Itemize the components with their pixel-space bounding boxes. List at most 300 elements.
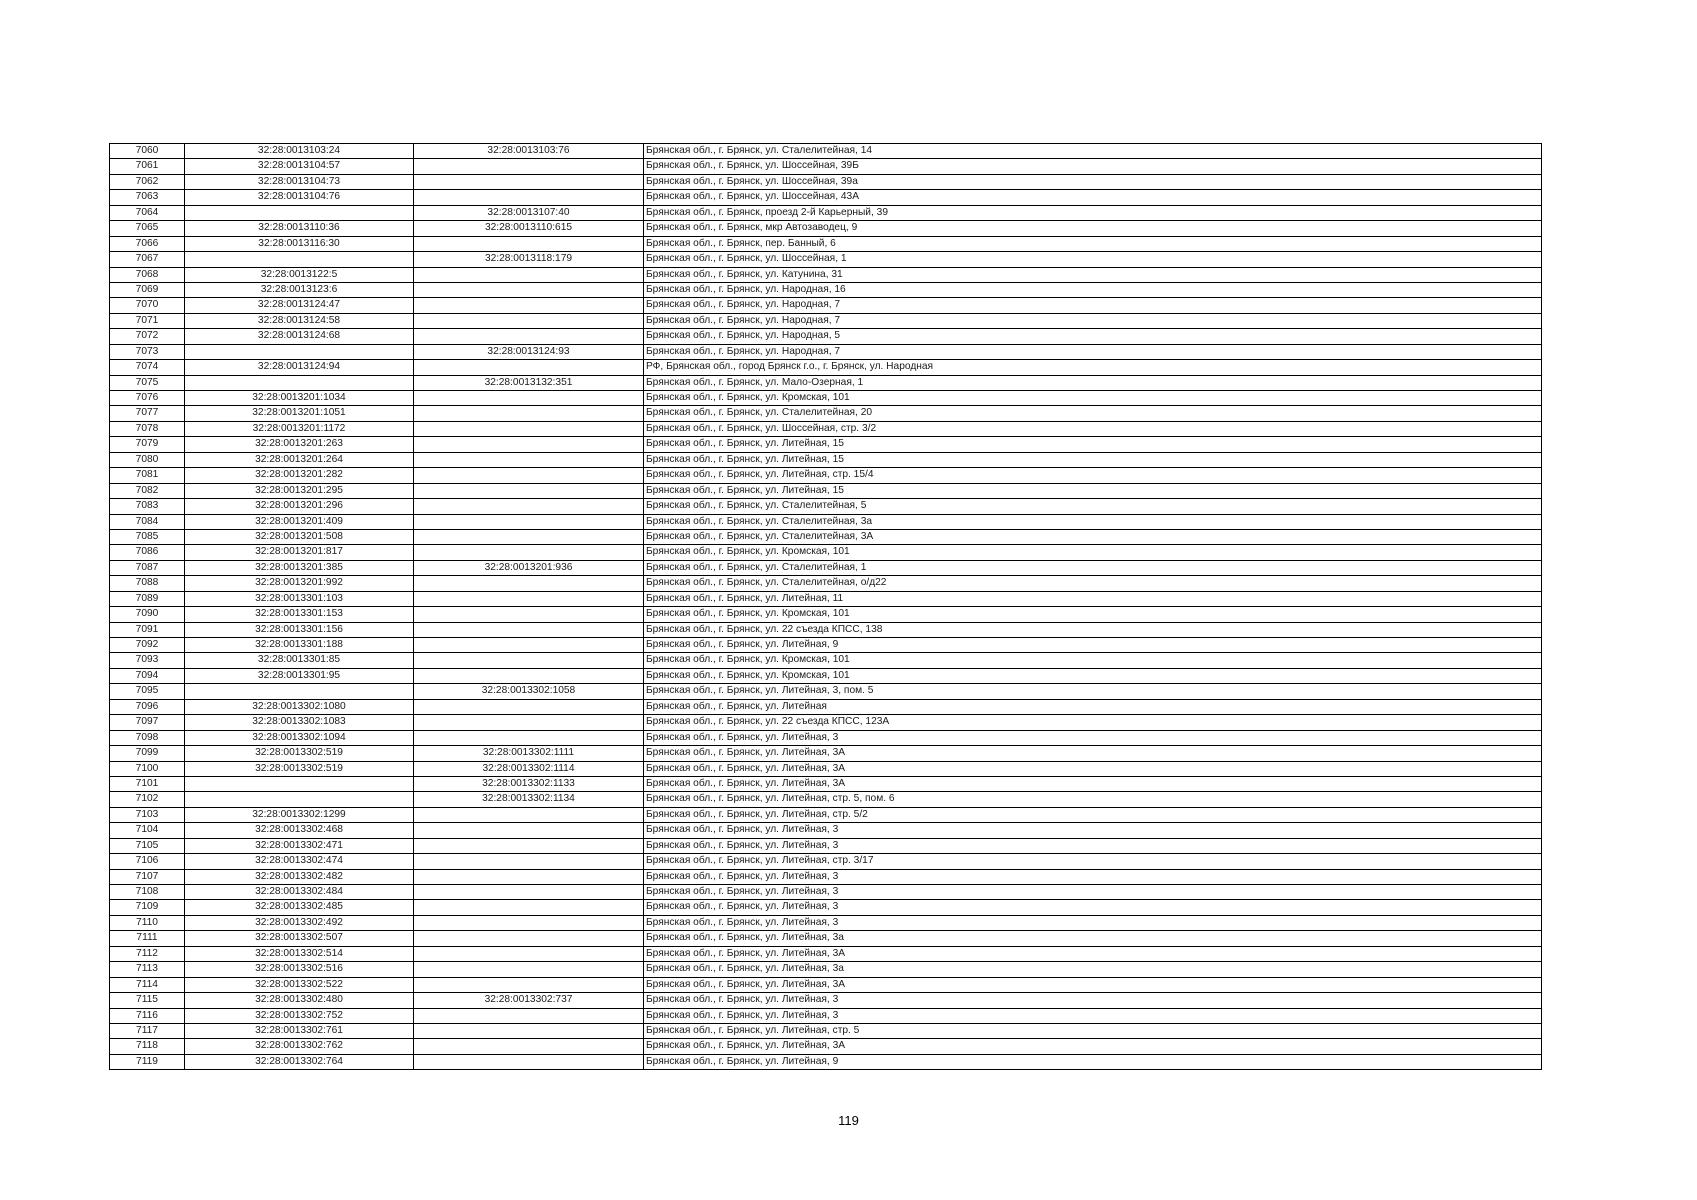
row-number-cell: 7085: [110, 529, 185, 544]
cadastral-number-cell: 32:28:0013124:47: [185, 298, 414, 313]
address-cell: Брянская обл., г. Брянск, ул. Литейная, 3, пом. 5: [644, 684, 1542, 699]
table-row: [110, 653, 1542, 668]
cadastral-number-cell: 32:28:0013301:85: [185, 653, 414, 668]
address-cell: Брянская обл., г. Брянск, ул. Литейная, 9: [644, 638, 1542, 653]
address-cell: Брянская обл., г. Брянск, ул. Литейная, 3: [644, 838, 1542, 853]
address-cell: Брянская обл., г. Брянск, ул. Кромская, 101: [644, 545, 1542, 560]
row-number-cell: 7106: [110, 854, 185, 869]
cadastral-number-cell: 32:28:0013201:296: [185, 499, 414, 514]
table-row: [110, 282, 1542, 297]
related-cadastral-number-cell: [414, 699, 644, 714]
address-cell: Брянская обл., г. Брянск, ул. Сталелитейная, 5: [644, 499, 1542, 514]
row-number-cell: 7104: [110, 823, 185, 838]
related-cadastral-number-cell: [414, 267, 644, 282]
address-cell: Брянская обл., г. Брянск, ул. Катунина, 31: [644, 267, 1542, 282]
related-cadastral-number-cell: [414, 421, 644, 436]
row-number-cell: 7069: [110, 282, 185, 297]
related-cadastral-number-cell: [414, 591, 644, 606]
table-row: [110, 499, 1542, 514]
related-cadastral-number-cell: 32:28:0013124:93: [414, 344, 644, 359]
related-cadastral-number-cell: [414, 807, 644, 822]
related-cadastral-number-cell: [414, 900, 644, 915]
row-number-cell: 7062: [110, 174, 185, 189]
table-row: [110, 174, 1542, 189]
cadastral-number-cell: 32:28:0013104:73: [185, 174, 414, 189]
cadastral-number-cell: 32:28:0013116:30: [185, 236, 414, 251]
table-row: [110, 298, 1542, 313]
cadastral-number-cell: 32:28:0013124:94: [185, 360, 414, 375]
address-cell: Брянская обл., г. Брянск, ул. Литейная, стр. 15/4: [644, 468, 1542, 483]
row-number-cell: 7109: [110, 900, 185, 915]
table-row: [110, 252, 1542, 267]
row-number-cell: 7107: [110, 869, 185, 884]
row-number-cell: 7077: [110, 406, 185, 421]
related-cadastral-number-cell: [414, 313, 644, 328]
table-row: [110, 761, 1542, 776]
related-cadastral-number-cell: 32:28:0013302:1134: [414, 792, 644, 807]
row-number-cell: 7090: [110, 607, 185, 622]
address-cell: Брянская обл., г. Брянск, ул. Сталелитейная, 1: [644, 560, 1542, 575]
related-cadastral-number-cell: [414, 885, 644, 900]
address-cell: Брянская обл., г. Брянск, ул. Сталелитейная, 14: [644, 144, 1542, 159]
row-number-cell: 7117: [110, 1023, 185, 1038]
address-cell: Брянская обл., г. Брянск, ул. Литейная, 3: [644, 823, 1542, 838]
row-number-cell: 7078: [110, 421, 185, 436]
cadastral-number-cell: 32:28:0013201:1172: [185, 421, 414, 436]
cadastral-number-cell: 32:28:0013302:1083: [185, 715, 414, 730]
table-row: [110, 1023, 1542, 1038]
row-number-cell: 7083: [110, 499, 185, 514]
cadastral-number-cell: 32:28:0013123:6: [185, 282, 414, 297]
related-cadastral-number-cell: 32:28:0013103:76: [414, 144, 644, 159]
related-cadastral-number-cell: [414, 823, 644, 838]
cadastral-number-cell: 32:28:0013302:762: [185, 1039, 414, 1054]
related-cadastral-number-cell: [414, 931, 644, 946]
cadastral-number-cell: 32:28:0013302:1299: [185, 807, 414, 822]
related-cadastral-number-cell: 32:28:0013118:179: [414, 252, 644, 267]
row-number-cell: 7086: [110, 545, 185, 560]
address-cell: Брянская обл., г. Брянск, ул. Сталелитейная, 20: [644, 406, 1542, 421]
row-number-cell: 7115: [110, 993, 185, 1008]
row-number-cell: 7076: [110, 391, 185, 406]
table-row: [110, 452, 1542, 467]
cadastral-number-cell: 32:28:0013302:516: [185, 962, 414, 977]
cadastral-number-cell: 32:28:0013302:522: [185, 977, 414, 992]
table-row: [110, 221, 1542, 236]
related-cadastral-number-cell: [414, 298, 644, 313]
row-number-cell: 7116: [110, 1008, 185, 1023]
address-cell: Брянская обл., г. Брянск, пер. Банный, 6: [644, 236, 1542, 251]
address-cell: Брянская обл., г. Брянск, ул. Литейная, 3А: [644, 776, 1542, 791]
related-cadastral-number-cell: [414, 437, 644, 452]
cadastral-number-cell: 32:28:0013302:519: [185, 761, 414, 776]
cadastral-number-cell: 32:28:0013124:58: [185, 313, 414, 328]
related-cadastral-number-cell: [414, 622, 644, 637]
cadastral-number-cell: [185, 252, 414, 267]
related-cadastral-number-cell: 32:28:0013302:1133: [414, 776, 644, 791]
row-number-cell: 7079: [110, 437, 185, 452]
cadastral-number-cell: 32:28:0013201:1034: [185, 391, 414, 406]
table-row: [110, 1054, 1542, 1069]
table-row: [110, 1008, 1542, 1023]
table-row: [110, 838, 1542, 853]
cadastral-number-cell: 32:28:0013302:492: [185, 915, 414, 930]
address-cell: Брянская обл., г. Брянск, ул. Сталелитейная, 3А: [644, 529, 1542, 544]
table-row: [110, 977, 1542, 992]
related-cadastral-number-cell: [414, 1023, 644, 1038]
address-cell: Брянская обл., г. Брянск, ул. Литейная, 3А: [644, 1039, 1542, 1054]
related-cadastral-number-cell: [414, 282, 644, 297]
table-row: [110, 869, 1542, 884]
related-cadastral-number-cell: [414, 391, 644, 406]
address-cell: Брянская обл., г. Брянск, ул. Шоссейная, 1: [644, 252, 1542, 267]
cadastral-number-cell: 32:28:0013110:36: [185, 221, 414, 236]
related-cadastral-number-cell: 32:28:0013302:1058: [414, 684, 644, 699]
cadastral-number-cell: 32:28:0013302:468: [185, 823, 414, 838]
related-cadastral-number-cell: [414, 499, 644, 514]
table-row: [110, 854, 1542, 869]
related-cadastral-number-cell: [414, 1008, 644, 1023]
related-cadastral-number-cell: [414, 946, 644, 961]
address-cell: Брянская обл., г. Брянск, ул. Кромская, 101: [644, 391, 1542, 406]
address-cell: Брянская обл., г. Брянск, ул. Литейная, 3: [644, 900, 1542, 915]
cadastral-number-cell: 32:28:0013301:156: [185, 622, 414, 637]
address-cell: Брянская обл., г. Брянск, ул. Шоссейная, 39Б: [644, 159, 1542, 174]
row-number-cell: 7097: [110, 715, 185, 730]
row-number-cell: 7061: [110, 159, 185, 174]
row-number-cell: 7073: [110, 344, 185, 359]
table-row: [110, 591, 1542, 606]
row-number-cell: 7065: [110, 221, 185, 236]
table-row: [110, 715, 1542, 730]
address-cell: Брянская обл., г. Брянск, проезд 2-й Карьерный, 39: [644, 205, 1542, 220]
row-number-cell: 7074: [110, 360, 185, 375]
table-row: [110, 468, 1542, 483]
related-cadastral-number-cell: [414, 838, 644, 853]
cadastral-number-cell: 32:28:0013201:409: [185, 514, 414, 529]
table-row: [110, 900, 1542, 915]
row-number-cell: 7101: [110, 776, 185, 791]
address-cell: Брянская обл., г. Брянск, ул. Литейная, 3: [644, 1008, 1542, 1023]
table-row: [110, 962, 1542, 977]
table-row: [110, 421, 1542, 436]
row-number-cell: 7089: [110, 591, 185, 606]
row-number-cell: 7105: [110, 838, 185, 853]
row-number-cell: 7098: [110, 730, 185, 745]
related-cadastral-number-cell: [414, 452, 644, 467]
related-cadastral-number-cell: [414, 1039, 644, 1054]
cadastral-number-cell: 32:28:0013301:153: [185, 607, 414, 622]
row-number-cell: 7102: [110, 792, 185, 807]
address-cell: Брянская обл., г. Брянск, ул. Народная, 7: [644, 298, 1542, 313]
address-cell: Брянская обл., г. Брянск, ул. Кромская, 101: [644, 653, 1542, 668]
related-cadastral-number-cell: [414, 1054, 644, 1069]
row-number-cell: 7081: [110, 468, 185, 483]
address-cell: Брянская обл., г. Брянск, ул. Литейная, 3А: [644, 746, 1542, 761]
cadastral-number-cell: 32:28:0013201:263: [185, 437, 414, 452]
row-number-cell: 7075: [110, 375, 185, 390]
cadastral-number-cell: [185, 792, 414, 807]
related-cadastral-number-cell: [414, 545, 644, 560]
table-row: [110, 391, 1542, 406]
address-cell: Брянская обл., г. Брянск, ул. Сталелитейная, 3а: [644, 514, 1542, 529]
related-cadastral-number-cell: [414, 854, 644, 869]
address-cell: Брянская обл., г. Брянск, ул. Народная, 7: [644, 344, 1542, 359]
row-number-cell: 7088: [110, 576, 185, 591]
table-row: [110, 437, 1542, 452]
row-number-cell: 7067: [110, 252, 185, 267]
row-number-cell: 7096: [110, 699, 185, 714]
row-number-cell: 7091: [110, 622, 185, 637]
related-cadastral-number-cell: [414, 329, 644, 344]
address-cell: Брянская обл., г. Брянск, ул. Литейная, 15: [644, 483, 1542, 498]
address-cell: Брянская обл., г. Брянск, ул. Литейная: [644, 699, 1542, 714]
table-row: [110, 730, 1542, 745]
related-cadastral-number-cell: [414, 962, 644, 977]
cadastral-number-cell: 32:28:0013122:5: [185, 267, 414, 282]
table-row: [110, 483, 1542, 498]
address-cell: Брянская обл., г. Брянск, ул. 22 съезда КПСС, 123А: [644, 715, 1542, 730]
page-number: 119: [838, 1113, 859, 1128]
table-row: [110, 313, 1542, 328]
cadastral-number-cell: 32:28:0013302:1094: [185, 730, 414, 745]
cadastral-number-cell: 32:28:0013201:508: [185, 529, 414, 544]
cadastral-number-cell: [185, 375, 414, 390]
address-cell: Брянская обл., г. Брянск, ул. Кромская, 101: [644, 668, 1542, 683]
related-cadastral-number-cell: [414, 190, 644, 205]
table-row: [110, 329, 1542, 344]
table-row: [110, 668, 1542, 683]
table-row: [110, 406, 1542, 421]
cadastral-number-cell: 32:28:0013201:264: [185, 452, 414, 467]
cadastral-number-cell: 32:28:0013301:188: [185, 638, 414, 653]
row-number-cell: 7066: [110, 236, 185, 251]
row-number-cell: 7114: [110, 977, 185, 992]
address-cell: Брянская обл., г. Брянск, ул. Шоссейная, 43А: [644, 190, 1542, 205]
related-cadastral-number-cell: [414, 159, 644, 174]
address-cell: Брянская обл., г. Брянск, мкр Автозаводец, 9: [644, 221, 1542, 236]
row-number-cell: 7110: [110, 915, 185, 930]
row-number-cell: 7060: [110, 144, 185, 159]
row-number-cell: 7119: [110, 1054, 185, 1069]
cadastral-number-cell: 32:28:0013302:480: [185, 993, 414, 1008]
row-number-cell: 7112: [110, 946, 185, 961]
table-row: [110, 560, 1542, 575]
address-cell: Брянская обл., г. Брянск, ул. Литейная, 3: [644, 993, 1542, 1008]
row-number-cell: 7082: [110, 483, 185, 498]
address-cell: Брянская обл., г. Брянск, ул. Сталелитейная, о/д22: [644, 576, 1542, 591]
cadastral-number-cell: 32:28:0013104:76: [185, 190, 414, 205]
table-row: [110, 144, 1542, 159]
table-row: [110, 267, 1542, 282]
cadastral-number-cell: 32:28:0013302:471: [185, 838, 414, 853]
row-number-cell: 7113: [110, 962, 185, 977]
related-cadastral-number-cell: [414, 576, 644, 591]
address-cell: Брянская обл., г. Брянск, ул. Литейная, стр. 5, пом. 6: [644, 792, 1542, 807]
table-row: [110, 529, 1542, 544]
table-row: [110, 236, 1542, 251]
address-cell: Брянская обл., г. Брянск, ул. Литейная, 3А: [644, 946, 1542, 961]
related-cadastral-number-cell: 32:28:0013107:40: [414, 205, 644, 220]
cadastral-number-cell: 32:28:0013103:24: [185, 144, 414, 159]
table-row: [110, 823, 1542, 838]
cadastral-number-cell: 32:28:0013301:95: [185, 668, 414, 683]
related-cadastral-number-cell: 32:28:0013302:1114: [414, 761, 644, 776]
table-row: [110, 885, 1542, 900]
cadastral-number-cell: 32:28:0013201:992: [185, 576, 414, 591]
table-row: [110, 776, 1542, 791]
registry-table-body: [110, 144, 1542, 1070]
table-row: [110, 699, 1542, 714]
row-number-cell: 7108: [110, 885, 185, 900]
cadastral-number-cell: [185, 684, 414, 699]
registry-table: [109, 143, 1542, 1070]
table-row: [110, 807, 1542, 822]
address-cell: Брянская обл., г. Брянск, ул. Народная, 16: [644, 282, 1542, 297]
table-row: [110, 545, 1542, 560]
address-cell: Брянская обл., г. Брянск, ул. Литейная, 3: [644, 869, 1542, 884]
address-cell: Брянская обл., г. Брянск, ул. Шоссейная, стр. 3/2: [644, 421, 1542, 436]
address-cell: Брянская обл., г. Брянск, ул. Народная, 5: [644, 329, 1542, 344]
row-number-cell: 7099: [110, 746, 185, 761]
address-cell: Брянская обл., г. Брянск, ул. Литейная, 3а: [644, 931, 1542, 946]
row-number-cell: 7100: [110, 761, 185, 776]
row-number-cell: 7084: [110, 514, 185, 529]
address-cell: Брянская обл., г. Брянск, ул. Литейная, 15: [644, 437, 1542, 452]
table-row: [110, 746, 1542, 761]
related-cadastral-number-cell: [414, 668, 644, 683]
address-cell: Брянская обл., г. Брянск, ул. Литейная, 3А: [644, 977, 1542, 992]
table-row: [110, 946, 1542, 961]
related-cadastral-number-cell: [414, 406, 644, 421]
related-cadastral-number-cell: [414, 483, 644, 498]
address-cell: Брянская обл., г. Брянск, ул. Народная, 7: [644, 313, 1542, 328]
cadastral-number-cell: 32:28:0013302:519: [185, 746, 414, 761]
row-number-cell: 7080: [110, 452, 185, 467]
cadastral-number-cell: 32:28:0013302:514: [185, 946, 414, 961]
related-cadastral-number-cell: 32:28:0013201:936: [414, 560, 644, 575]
cadastral-number-cell: 32:28:0013201:282: [185, 468, 414, 483]
row-number-cell: 7092: [110, 638, 185, 653]
address-cell: Брянская обл., г. Брянск, ул. Литейная, 3: [644, 730, 1542, 745]
cadastral-number-cell: 32:28:0013201:817: [185, 545, 414, 560]
table-row: [110, 1039, 1542, 1054]
address-cell: Брянская обл., г. Брянск, ул. Литейная, стр. 5: [644, 1023, 1542, 1038]
cadastral-number-cell: 32:28:0013302:1080: [185, 699, 414, 714]
cadastral-number-cell: 32:28:0013302:484: [185, 885, 414, 900]
cadastral-number-cell: 32:28:0013302:474: [185, 854, 414, 869]
related-cadastral-number-cell: [414, 360, 644, 375]
table-row: [110, 514, 1542, 529]
cadastral-number-cell: 32:28:0013201:295: [185, 483, 414, 498]
cadastral-number-cell: 32:28:0013124:68: [185, 329, 414, 344]
table-row: [110, 993, 1542, 1008]
table-row: [110, 915, 1542, 930]
related-cadastral-number-cell: [414, 514, 644, 529]
address-cell: Брянская обл., г. Брянск, ул. Литейная, стр. 5/2: [644, 807, 1542, 822]
address-cell: Брянская обл., г. Брянск, ул. Мало-Озерная, 1: [644, 375, 1542, 390]
address-cell: Брянская обл., г. Брянск, ул. Литейная, 3: [644, 885, 1542, 900]
address-cell: Брянская обл., г. Брянск, ул. Кромская, 101: [644, 607, 1542, 622]
cadastral-number-cell: 32:28:0013302:507: [185, 931, 414, 946]
cadastral-number-cell: 32:28:0013302:761: [185, 1023, 414, 1038]
cadastral-number-cell: [185, 344, 414, 359]
row-number-cell: 7064: [110, 205, 185, 220]
related-cadastral-number-cell: [414, 730, 644, 745]
cadastral-number-cell: 32:28:0013302:482: [185, 869, 414, 884]
table-row: [110, 607, 1542, 622]
cadastral-number-cell: 32:28:0013201:1051: [185, 406, 414, 421]
row-number-cell: 7111: [110, 931, 185, 946]
address-cell: Брянская обл., г. Брянск, ул. Литейная, 3: [644, 915, 1542, 930]
cadastral-number-cell: 32:28:0013201:385: [185, 560, 414, 575]
table-row: [110, 360, 1542, 375]
table-row: [110, 622, 1542, 637]
related-cadastral-number-cell: [414, 468, 644, 483]
address-cell: Брянская обл., г. Брянск, ул. Литейная, 15: [644, 452, 1542, 467]
table-row: [110, 931, 1542, 946]
cadastral-number-cell: 32:28:0013302:485: [185, 900, 414, 915]
row-number-cell: 7070: [110, 298, 185, 313]
row-number-cell: 7071: [110, 313, 185, 328]
related-cadastral-number-cell: [414, 174, 644, 189]
address-cell: Брянская обл., г. Брянск, ул. 22 съезда КПСС, 138: [644, 622, 1542, 637]
table-row: [110, 205, 1542, 220]
address-cell: Брянская обл., г. Брянск, ул. Литейная, стр. 3/17: [644, 854, 1542, 869]
related-cadastral-number-cell: 32:28:0013132:351: [414, 375, 644, 390]
cadastral-number-cell: 32:28:0013301:103: [185, 591, 414, 606]
address-cell: Брянская обл., г. Брянск, ул. Литейная, 9: [644, 1054, 1542, 1069]
table-row: [110, 375, 1542, 390]
related-cadastral-number-cell: [414, 607, 644, 622]
row-number-cell: 7103: [110, 807, 185, 822]
address-cell: Брянская обл., г. Брянск, ул. Литейная, 11: [644, 591, 1542, 606]
row-number-cell: 7063: [110, 190, 185, 205]
table-row: [110, 344, 1542, 359]
related-cadastral-number-cell: [414, 977, 644, 992]
table-row: [110, 190, 1542, 205]
related-cadastral-number-cell: 32:28:0013302:1111: [414, 746, 644, 761]
row-number-cell: 7095: [110, 684, 185, 699]
related-cadastral-number-cell: [414, 653, 644, 668]
table-row: [110, 792, 1542, 807]
related-cadastral-number-cell: 32:28:0013110:615: [414, 221, 644, 236]
related-cadastral-number-cell: 32:28:0013302:737: [414, 993, 644, 1008]
table-row: [110, 576, 1542, 591]
cadastral-number-cell: 32:28:0013104:57: [185, 159, 414, 174]
related-cadastral-number-cell: [414, 715, 644, 730]
address-cell: Брянская обл., г. Брянск, ул. Шоссейная, 39а: [644, 174, 1542, 189]
related-cadastral-number-cell: [414, 236, 644, 251]
related-cadastral-number-cell: [414, 529, 644, 544]
address-cell: РФ, Брянская обл., город Брянск г.о., г. Брянск, ул. Народная: [644, 360, 1542, 375]
related-cadastral-number-cell: [414, 915, 644, 930]
row-number-cell: 7094: [110, 668, 185, 683]
row-number-cell: 7068: [110, 267, 185, 282]
cadastral-number-cell: 32:28:0013302:752: [185, 1008, 414, 1023]
table-row: [110, 638, 1542, 653]
row-number-cell: 7087: [110, 560, 185, 575]
cadastral-number-cell: [185, 776, 414, 791]
row-number-cell: 7093: [110, 653, 185, 668]
address-cell: Брянская обл., г. Брянск, ул. Литейная, 3а: [644, 962, 1542, 977]
cadastral-number-cell: 32:28:0013302:764: [185, 1054, 414, 1069]
row-number-cell: 7118: [110, 1039, 185, 1054]
related-cadastral-number-cell: [414, 869, 644, 884]
row-number-cell: 7072: [110, 329, 185, 344]
cadastral-number-cell: [185, 205, 414, 220]
related-cadastral-number-cell: [414, 638, 644, 653]
